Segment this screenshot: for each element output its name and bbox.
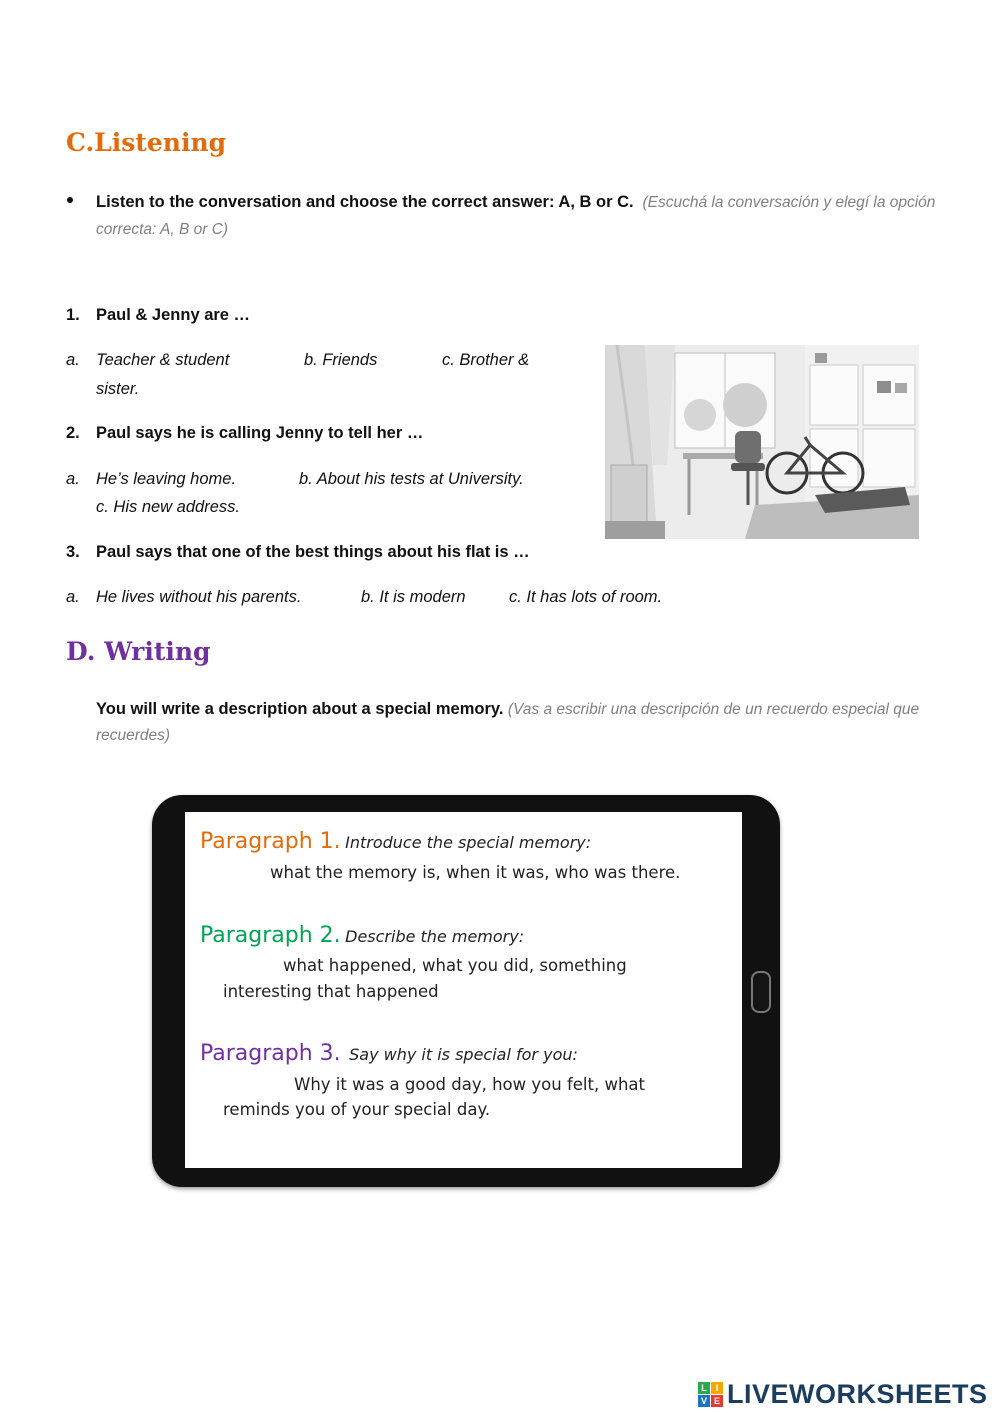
logo-text: LIVEWORKSHEETS	[727, 1378, 988, 1409]
paragraph-1-body: what the memory is, when it was, who was there.	[270, 863, 681, 882]
writing-instruction-hint: (Vas a escribir una descripción de un recuerdo especial que	[507, 701, 920, 718]
paragraph-3-body-cont: reminds you of your special day.	[223, 1100, 491, 1119]
paragraph-3-body: Why it was a good day, how you felt, what	[294, 1075, 645, 1094]
q2-option-c[interactable]: c. His new address.	[96, 498, 240, 516]
bullet-icon	[67, 197, 73, 203]
paragraph-1-label: Paragraph 1.	[200, 829, 341, 854]
writing-instruction	[96, 696, 986, 749]
logo-box-e: E	[711, 1395, 723, 1407]
question-1-number: 1.	[66, 306, 80, 324]
paragraph-2-heading	[200, 923, 524, 948]
q3-option-c[interactable]: c. It has lots of room.	[509, 588, 663, 606]
paragraph-1-heading	[200, 829, 591, 854]
q1-option-c[interactable]: c. Brother &	[442, 351, 530, 369]
bedroom-photo	[605, 345, 919, 539]
paragraph-1-subtitle: Introduce the special memory:	[345, 833, 592, 852]
tablet-home-button	[751, 971, 771, 1013]
paragraph-2-subtitle: Describe the memory:	[345, 927, 525, 946]
question-3-number: 3.	[66, 543, 80, 561]
q1-option-c-cont[interactable]: sister.	[96, 380, 140, 398]
listening-title: C.Listening	[66, 128, 227, 157]
paragraph-3-label: Paragraph 3.	[200, 1041, 341, 1066]
writing-title: D. Writing	[66, 637, 211, 666]
bedroom-illustration	[605, 345, 919, 539]
paragraph-2-body: what happened, what you did, something	[283, 956, 627, 975]
q2-option-b[interactable]: b. About his tests at University.	[299, 470, 524, 488]
question-2-number: 2.	[66, 424, 80, 442]
instruction-hint: (Escuchá la conversación y elegí la opción	[642, 194, 936, 211]
q2-option-a[interactable]: He’s leaving home.	[96, 470, 237, 488]
writing-instruction-hint-cont: recuerdes)	[96, 727, 171, 744]
question-1-text: Paul & Jenny are …	[96, 306, 251, 324]
question-3-text: Paul says that one of the best things about his flat is …	[96, 543, 530, 561]
q3-option-a[interactable]: He lives without his parents.	[96, 588, 302, 606]
paragraph-2-body-cont: interesting that happened	[223, 982, 439, 1001]
logo-box-v: V	[698, 1395, 710, 1407]
logo-box-l: L	[698, 1382, 710, 1394]
writing-instruction-text: You will write a description about a special memory.	[96, 700, 504, 718]
listening-instruction	[96, 189, 986, 243]
instruction-text: Listen to the conversation and choose the correct answer: A, B or C.	[96, 193, 634, 211]
q1-option-b[interactable]: b. Friends	[304, 351, 378, 369]
q2-option-a-letter: a.	[66, 470, 80, 488]
liveworksheets-logo[interactable]	[698, 1378, 988, 1410]
paragraph-3-heading	[200, 1041, 578, 1066]
q3-option-b[interactable]: b. It is modern	[361, 588, 466, 606]
paragraph-2-label: Paragraph 2.	[200, 923, 341, 948]
q1-option-a-letter: a.	[66, 351, 80, 369]
logo-icon	[698, 1382, 723, 1407]
question-2-text: Paul says he is calling Jenny to tell her …	[96, 424, 424, 442]
q3-option-a-letter: a.	[66, 588, 80, 606]
q1-option-a[interactable]: Teacher & student	[96, 351, 230, 369]
instruction-hint-cont: correcta: A, B or C)	[96, 221, 229, 238]
paragraph-3-subtitle: Say why it is special for you:	[349, 1045, 578, 1064]
logo-box-i: I	[711, 1382, 723, 1394]
